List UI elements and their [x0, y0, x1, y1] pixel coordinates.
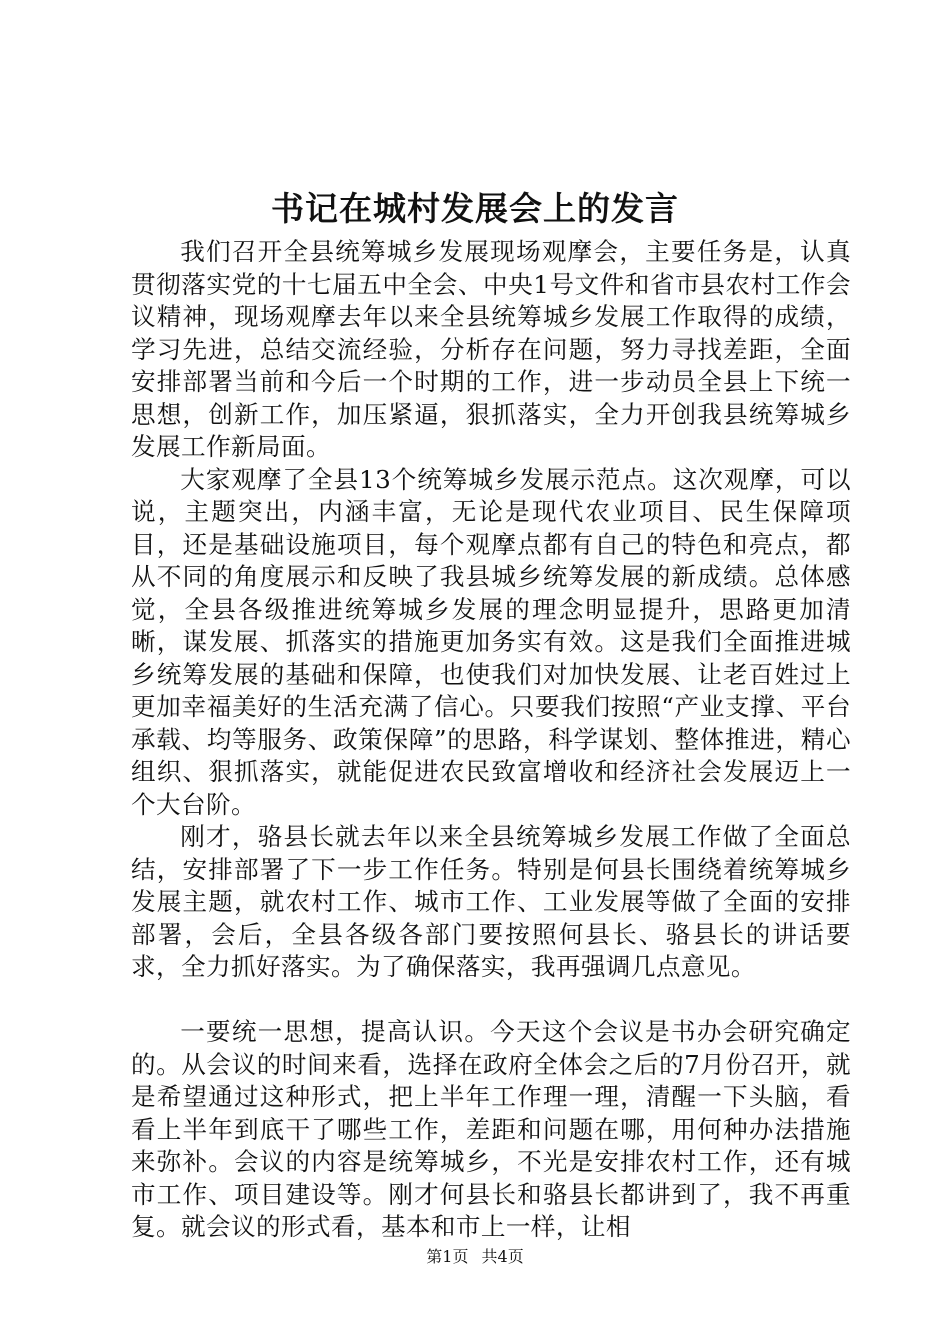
paragraph-2: 大家观摩了全县13个统筹城乡发展示范点。这次观摩，可以说，主题突出，内涵丰富，无论是现代农业项目、民生保障项目，还是基础设施项目，每个观摩点都有自己的特色和亮点，都从不同的角度展示和反映了我县城乡统筹发展的新成绩。总体感觉，全县各级推进统筹城乡发展的理念明显提升，思路更加清晰，谋发展、抓落实的措施更加务实有效。这是我们全面推进城乡统筹发展的基础和保障，也使我们对加快发展、让老百姓过上更加幸福美好的生活充满了信心。只要我们按照“产业支撑、平台承载、均等服务、政策保障”的思路，科学谋划、整体推进，精心组织、狠抓落实，就能促进农民致富增收和经济社会发展迈上一个大台阶。	[131, 464, 851, 819]
paragraph-3: 刚才，骆县长就去年以来全县统筹城乡发展工作做了全面总结，安排部署了下一步工作任务。特别是何县长围绕着统筹城乡发展主题，就农村工作、城市工作、工业发展等做了全面的安排部署，会后，全县各级各部门要按照何县长、骆县长的讲话要求，全力抓好落实。为了确保落实，我再强调几点意见。	[131, 822, 851, 981]
document-body	[131, 236, 851, 1244]
paragraph-4: 一要统一思想，提高认识。今天这个会议是书办会研究确定的。从会议的时间来看，选择在政府全体会之后的7月份召开，就是希望通过这种形式，把上半年工作理一理，清醒一下头脑，看看上半年到底干了哪些工作，差距和问题在哪，用何种办法措施来弥补。会议的内容是统筹城乡，不光是安排农村工作，还有城市工作、项目建设等。刚才何县长和骆县长都讲到了，我不再重复。就会议的形式看，基本和市上一样，让相	[131, 1017, 851, 1241]
page-total: 共4页	[481, 1247, 524, 1266]
paragraph-1: 我们召开全县统筹城乡发展现场观摩会，主要任务是，认真贯彻落实党的十七届五中全会、中央1号文件和省市县农村工作会议精神，现场观摩去年以来全县统筹城乡发展工作取得的成绩，学习先进，总结交流经验，分析存在问题，努力寻找差距，全面安排部署当前和今后一个时期的工作，进一步动员全县上下统一思想，创新工作，加压紧逼，狠抓落实，全力开创我县统筹城乡发展工作新局面。	[131, 237, 851, 461]
page-number: 第1页	[426, 1247, 469, 1266]
paragraph-spacer	[131, 984, 851, 1017]
page-footer	[0, 1246, 950, 1268]
page-title: 书记在城村发展会上的发言	[271, 189, 679, 228]
